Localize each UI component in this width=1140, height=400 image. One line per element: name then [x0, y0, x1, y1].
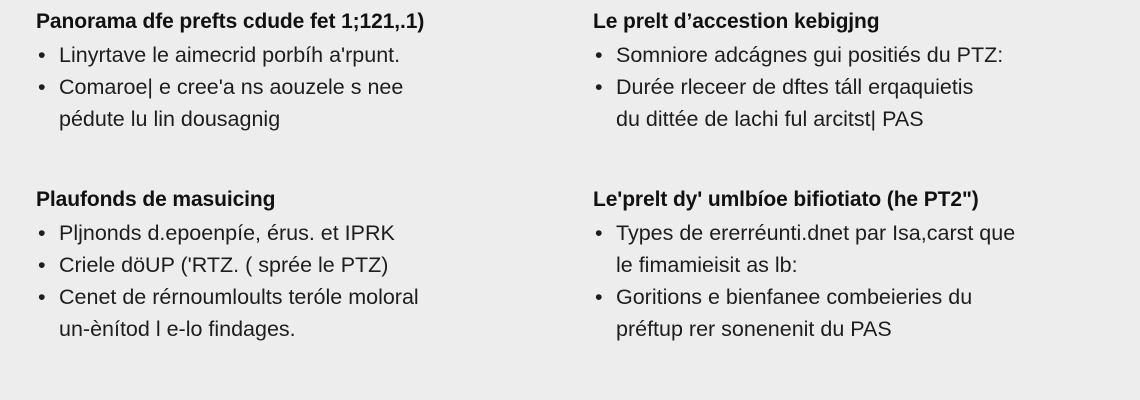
bullet-icon: •: [38, 253, 46, 277]
list-item-text: pédute lu lin dousagnig: [59, 107, 281, 131]
list-item-text: le fimamieisit as lb:: [616, 253, 798, 277]
list-item: [36, 249, 556, 281]
bullet-icon: •: [38, 43, 46, 67]
bullet-icon: •: [38, 221, 46, 245]
list-item: [36, 39, 556, 71]
section-title: Plaufonds de masuicing: [36, 188, 276, 211]
list-item-text: Goritions e bienfanee combeieries du: [616, 285, 973, 309]
list-item: [593, 71, 1113, 135]
section-panorama: [36, 8, 556, 135]
bullet-icon: •: [595, 75, 603, 99]
section-pret-ptz: [593, 186, 1113, 345]
list-item: [36, 71, 556, 135]
list-item-text: Pljnonds d.epoenpíe, érus. et IPRK: [59, 221, 395, 245]
section-title: Panorama dfe prefts cdude fet 1;121,.1): [36, 10, 425, 33]
list-item-text: Types de ererréunti.dnet par Isa,carst que: [616, 221, 1016, 245]
list-item: [593, 217, 1113, 281]
list-item-text: Criele dӧUP ('RTZ. ( sprée le PTZ): [59, 253, 389, 277]
list-item: [593, 39, 1113, 71]
bullet-icon: •: [595, 43, 603, 67]
list-item: [36, 217, 556, 249]
list-item-text: un-ènítod l e-lo findages.: [59, 317, 296, 341]
list-item-text: Durée rlecеer de dftes táll erqaquietis: [616, 75, 974, 99]
section-plafonds: [36, 186, 556, 345]
bullet-list: [36, 217, 556, 345]
list-item: [593, 281, 1113, 345]
list-item-text: du dittée de lachi ful arcitst| PAS: [616, 107, 924, 131]
bullet-icon: •: [595, 221, 603, 245]
section-accession: [593, 8, 1113, 135]
list-item-text: Somniore adcágnes gui positiés du PTZ:: [616, 43, 1004, 67]
list-item-text: préftup rer sonenenit du PAS: [616, 317, 892, 341]
bullet-icon: •: [595, 285, 603, 309]
bullet-list: [36, 39, 556, 135]
list-item-text: Comaroe| e cree'a ns aouzele s nee: [59, 75, 404, 99]
list-item-text: Cenet de rérnoumloults terólе moloral: [59, 285, 419, 309]
list-item: [36, 281, 556, 345]
bullet-icon: •: [38, 285, 46, 309]
section-title: Le prelt d’accestion kebigjng: [593, 10, 880, 33]
bullet-icon: •: [38, 75, 46, 99]
bullet-list: [593, 39, 1113, 135]
section-title: Le'prelt dy' umlbíoe bifiotiato (he PT2"): [593, 188, 979, 211]
bullet-list: [593, 217, 1113, 345]
list-item-text: Linyrtave le aimecrid porbíh a'rpunt.: [59, 43, 401, 67]
